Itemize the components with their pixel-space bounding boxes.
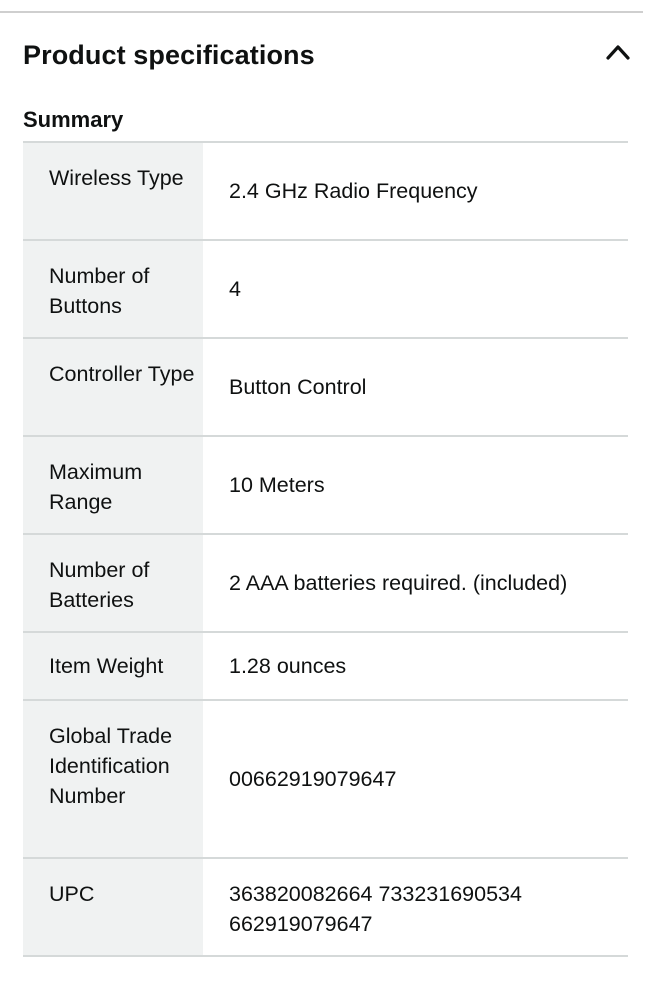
spec-label: Controller Type — [23, 338, 203, 436]
specifications-table — [23, 141, 628, 957]
spec-value: 2.4 GHz Radio Frequency — [203, 142, 628, 240]
spec-row — [23, 436, 628, 534]
spec-value: 00662919079647 — [203, 700, 628, 858]
spec-row — [23, 534, 628, 632]
spec-label: Number of Buttons — [23, 240, 203, 338]
spec-value: 4 — [203, 240, 628, 338]
spec-label: Global Trade Identification Number — [23, 700, 203, 858]
spec-label: Item Weight — [23, 632, 203, 700]
spec-row — [23, 700, 628, 858]
spec-label: UPC — [23, 858, 203, 956]
spec-value: 2 AAA batteries required. (included) — [203, 534, 628, 632]
spec-value: Button Control — [203, 338, 628, 436]
spec-value: 363820082664 733231690534 662919079647 — [203, 858, 628, 956]
spec-row — [23, 858, 628, 956]
chevron-up-icon[interactable] — [605, 43, 631, 61]
spec-row — [23, 240, 628, 338]
spec-label: Wireless Type — [23, 142, 203, 240]
spec-row — [23, 142, 628, 240]
summary-heading: Summary — [23, 107, 124, 132]
section-title: Product specifications — [23, 40, 315, 70]
spec-row — [23, 632, 628, 700]
spec-value: 1.28 ounces — [203, 632, 628, 700]
spec-label: Number of Batteries — [23, 534, 203, 632]
spec-label: Maximum Range — [23, 436, 203, 534]
spec-value: 10 Meters — [203, 436, 628, 534]
product-specifications-toggle[interactable] — [0, 13, 651, 97]
spec-row — [23, 338, 628, 436]
